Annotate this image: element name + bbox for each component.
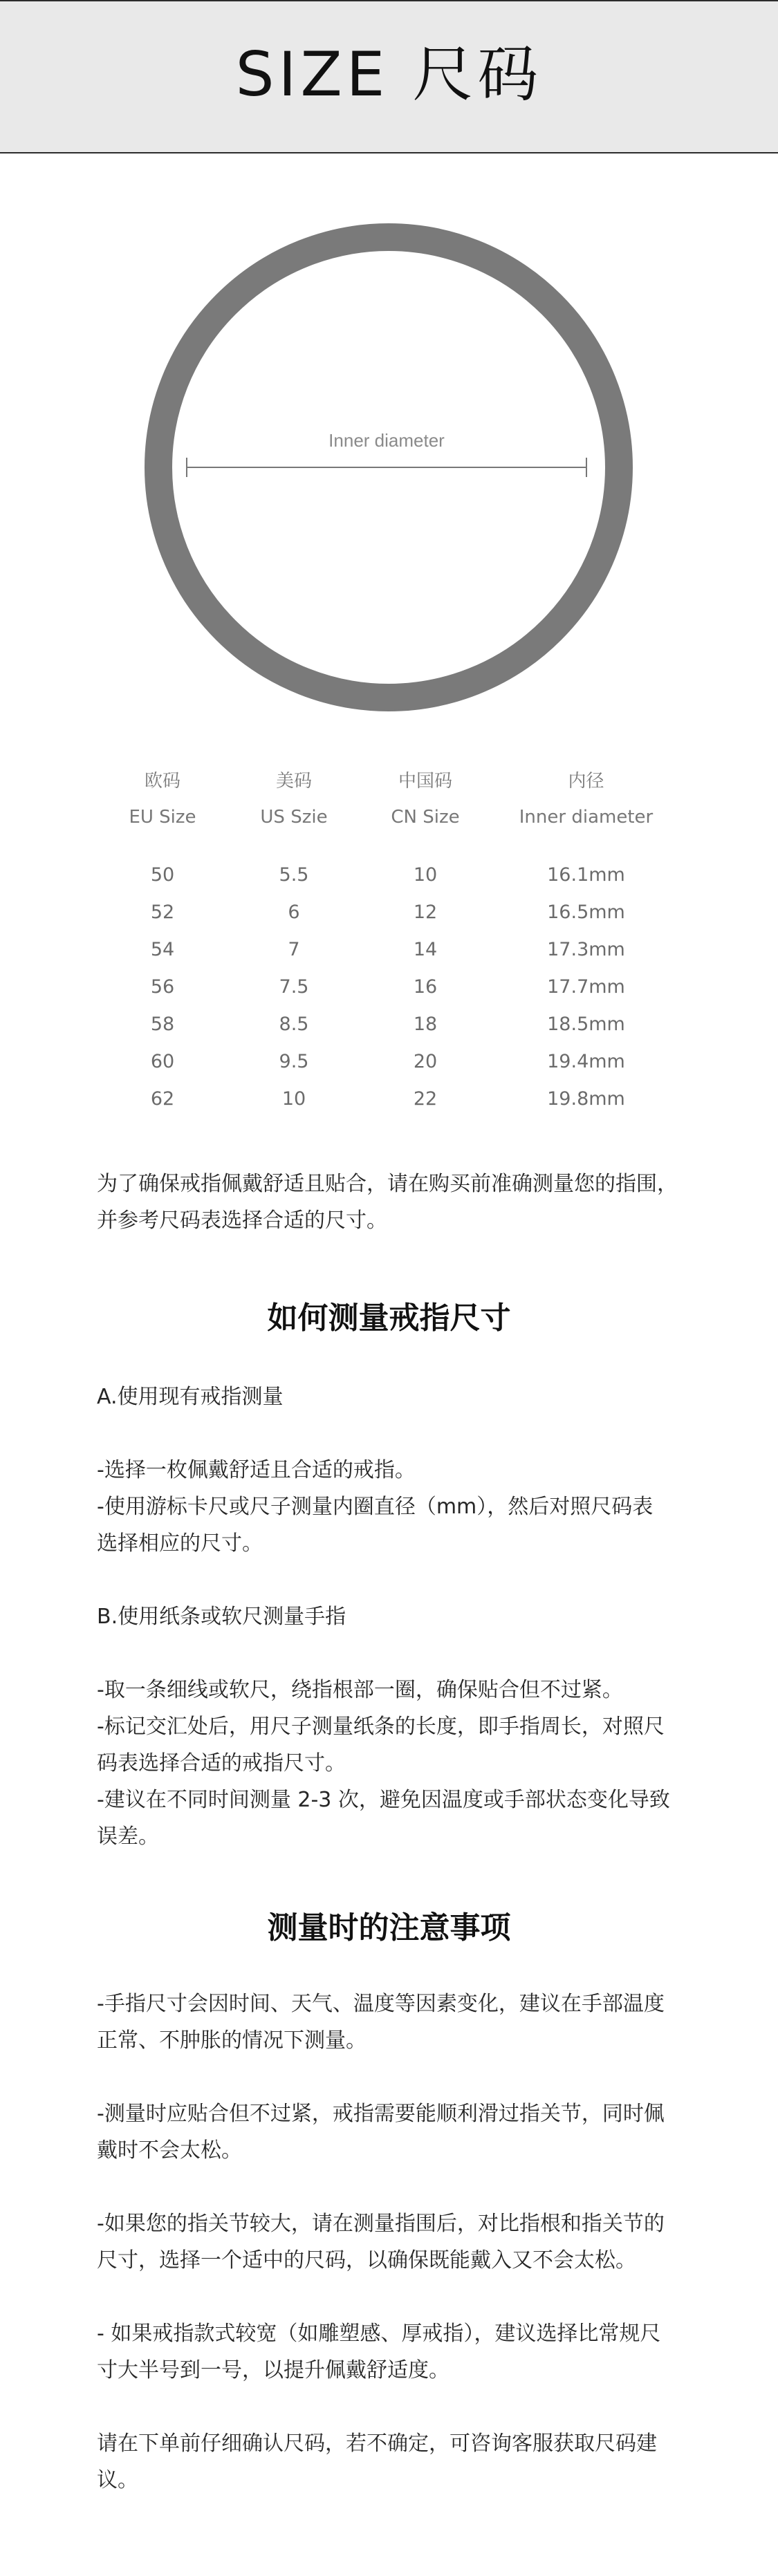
page-title: SIZE 尺码 bbox=[235, 39, 543, 110]
cell-diameter: 16.5mm bbox=[547, 901, 625, 923]
method-b-line: -建议在不同时间测量 2-3 次，避免因温度或手部状态变化导致 bbox=[97, 1788, 670, 1812]
inner-diameter-label: Inner diameter bbox=[328, 430, 445, 451]
cell-eu: 52 bbox=[150, 901, 175, 923]
method-b-line: 误差。 bbox=[97, 1824, 159, 1849]
spacer bbox=[97, 1415, 685, 1452]
spacer bbox=[97, 2169, 685, 2205]
cell-us: 8.5 bbox=[279, 1013, 309, 1035]
spacer bbox=[97, 1562, 685, 1598]
cell-cn: 10 bbox=[413, 864, 438, 886]
intro-line: 并参考尺码表选择合适的尺寸。 bbox=[97, 1208, 387, 1233]
method-b-title: B.使用纸条或软尺测量手指 bbox=[97, 1605, 346, 1629]
cell-eu: 50 bbox=[150, 864, 175, 886]
cell-cn: 18 bbox=[413, 1013, 438, 1035]
table-row bbox=[97, 1080, 681, 1117]
method-b-line: -标记交汇处后，用尺子测量纸条的长度，即手指周长，对照尺 bbox=[97, 1715, 665, 1739]
note-line: 寸大半号到一号，以提升佩戴舒适度。 bbox=[97, 2358, 450, 2382]
header-cn-en: CN Size bbox=[391, 807, 460, 828]
note-line: 戴时不会太松。 bbox=[97, 2138, 242, 2163]
header-eu-en: EU Size bbox=[129, 807, 196, 828]
header-eu-zh: 欧码 bbox=[144, 771, 180, 792]
method-a-title: A.使用现有戒指测量 bbox=[97, 1385, 284, 1409]
cell-us: 5.5 bbox=[279, 864, 309, 886]
cell-diameter: 17.7mm bbox=[547, 976, 625, 998]
note-line: - 如果戒指款式较宽（如雕塑感、厚戒指），建议选择比常规尺 bbox=[97, 2322, 661, 2346]
cell-eu: 62 bbox=[150, 1088, 175, 1110]
cell-diameter: 18.5mm bbox=[547, 1013, 625, 1035]
cell-us: 9.5 bbox=[279, 1050, 309, 1072]
cell-cn: 16 bbox=[413, 976, 438, 998]
cell-cn: 22 bbox=[413, 1088, 438, 1110]
table-header-row-en bbox=[97, 802, 681, 832]
page-header bbox=[0, 0, 778, 153]
cell-diameter: 17.3mm bbox=[547, 938, 625, 960]
table-row bbox=[97, 931, 681, 968]
cell-diameter: 16.1mm bbox=[547, 864, 625, 886]
ring-illustration bbox=[0, 207, 778, 733]
method-a-line: -选择一枚佩戴舒适且合适的戒指。 bbox=[97, 1458, 416, 1482]
cell-us: 7.5 bbox=[279, 976, 309, 998]
note-line: 尺寸，选择一个适中的尺码，以确保既能戴入又不会太松。 bbox=[97, 2248, 636, 2272]
cell-eu: 56 bbox=[150, 976, 175, 998]
size-table bbox=[97, 760, 681, 1117]
cell-diameter: 19.8mm bbox=[547, 1088, 625, 1110]
spacer bbox=[97, 2389, 685, 2425]
spacer bbox=[97, 2279, 685, 2315]
section-heading-notes: 测量时的注意事项 bbox=[267, 1910, 511, 1945]
cell-diameter: 19.4mm bbox=[547, 1050, 625, 1072]
method-a-line: 选择相应的尺寸。 bbox=[97, 1531, 263, 1556]
intro-line: 为了确保戒指佩戴舒适且贴合，请在购买前准确测量您的指围， bbox=[97, 1172, 678, 1196]
note-line: 议。 bbox=[97, 2468, 138, 2492]
notes-block bbox=[97, 1986, 685, 2499]
ring-graphic bbox=[0, 207, 778, 733]
note-line: -手指尺寸会因时间、天气、温度等因素变化，建议在手部温度 bbox=[97, 1992, 665, 2016]
table-row bbox=[97, 893, 681, 931]
cell-eu: 60 bbox=[150, 1050, 175, 1072]
note-line: 请在下单前仔细确认尺码，若不确定，可咨询客服获取尺码建 bbox=[97, 2432, 657, 2456]
header-diameter-zh: 内径 bbox=[568, 771, 604, 792]
cell-us: 6 bbox=[288, 901, 300, 923]
cell-us: 7 bbox=[288, 938, 300, 960]
header-cn-zh: 中国码 bbox=[398, 771, 452, 792]
note-line: -测量时应贴合但不过紧，戒指需要能顺利滑过指关节，同时佩 bbox=[97, 2102, 665, 2126]
cell-cn: 12 bbox=[413, 901, 438, 923]
cell-cn: 20 bbox=[413, 1050, 438, 1072]
note-line: -如果您的指关节较大，请在测量指围后，对比指根和指关节的 bbox=[97, 2212, 665, 2236]
header-us-zh: 美码 bbox=[275, 771, 312, 792]
note-line: 正常、不肿胀的情况下测量。 bbox=[97, 2028, 367, 2053]
table-row bbox=[97, 968, 681, 1005]
cell-eu: 54 bbox=[150, 938, 175, 960]
table-row bbox=[97, 1005, 681, 1043]
method-a-line: -使用游标卡尺或尺子测量内圈直径（mm），然后对照尺码表 bbox=[97, 1495, 654, 1519]
table-row bbox=[97, 1043, 681, 1080]
header-us-en: US Szie bbox=[260, 807, 328, 828]
spacer bbox=[97, 1635, 685, 1672]
cell-cn: 14 bbox=[413, 938, 438, 960]
table-row bbox=[97, 856, 681, 893]
cell-eu: 58 bbox=[150, 1013, 175, 1035]
section-heading-how-to-measure: 如何测量戒指尺寸 bbox=[267, 1300, 511, 1336]
method-b-line: -取一条细线或软尺，绕指根部一圈，确保贴合但不过紧。 bbox=[97, 1678, 623, 1702]
cell-us: 10 bbox=[281, 1088, 306, 1110]
method-a-block bbox=[97, 1379, 685, 1855]
method-b-line: 码表选择合适的戒指尺寸。 bbox=[97, 1751, 346, 1775]
spacer bbox=[97, 2059, 685, 2096]
table-header-row-zh bbox=[97, 760, 681, 802]
intro-paragraph bbox=[97, 1166, 685, 1239]
header-diameter-en: Inner diameter bbox=[519, 807, 654, 828]
